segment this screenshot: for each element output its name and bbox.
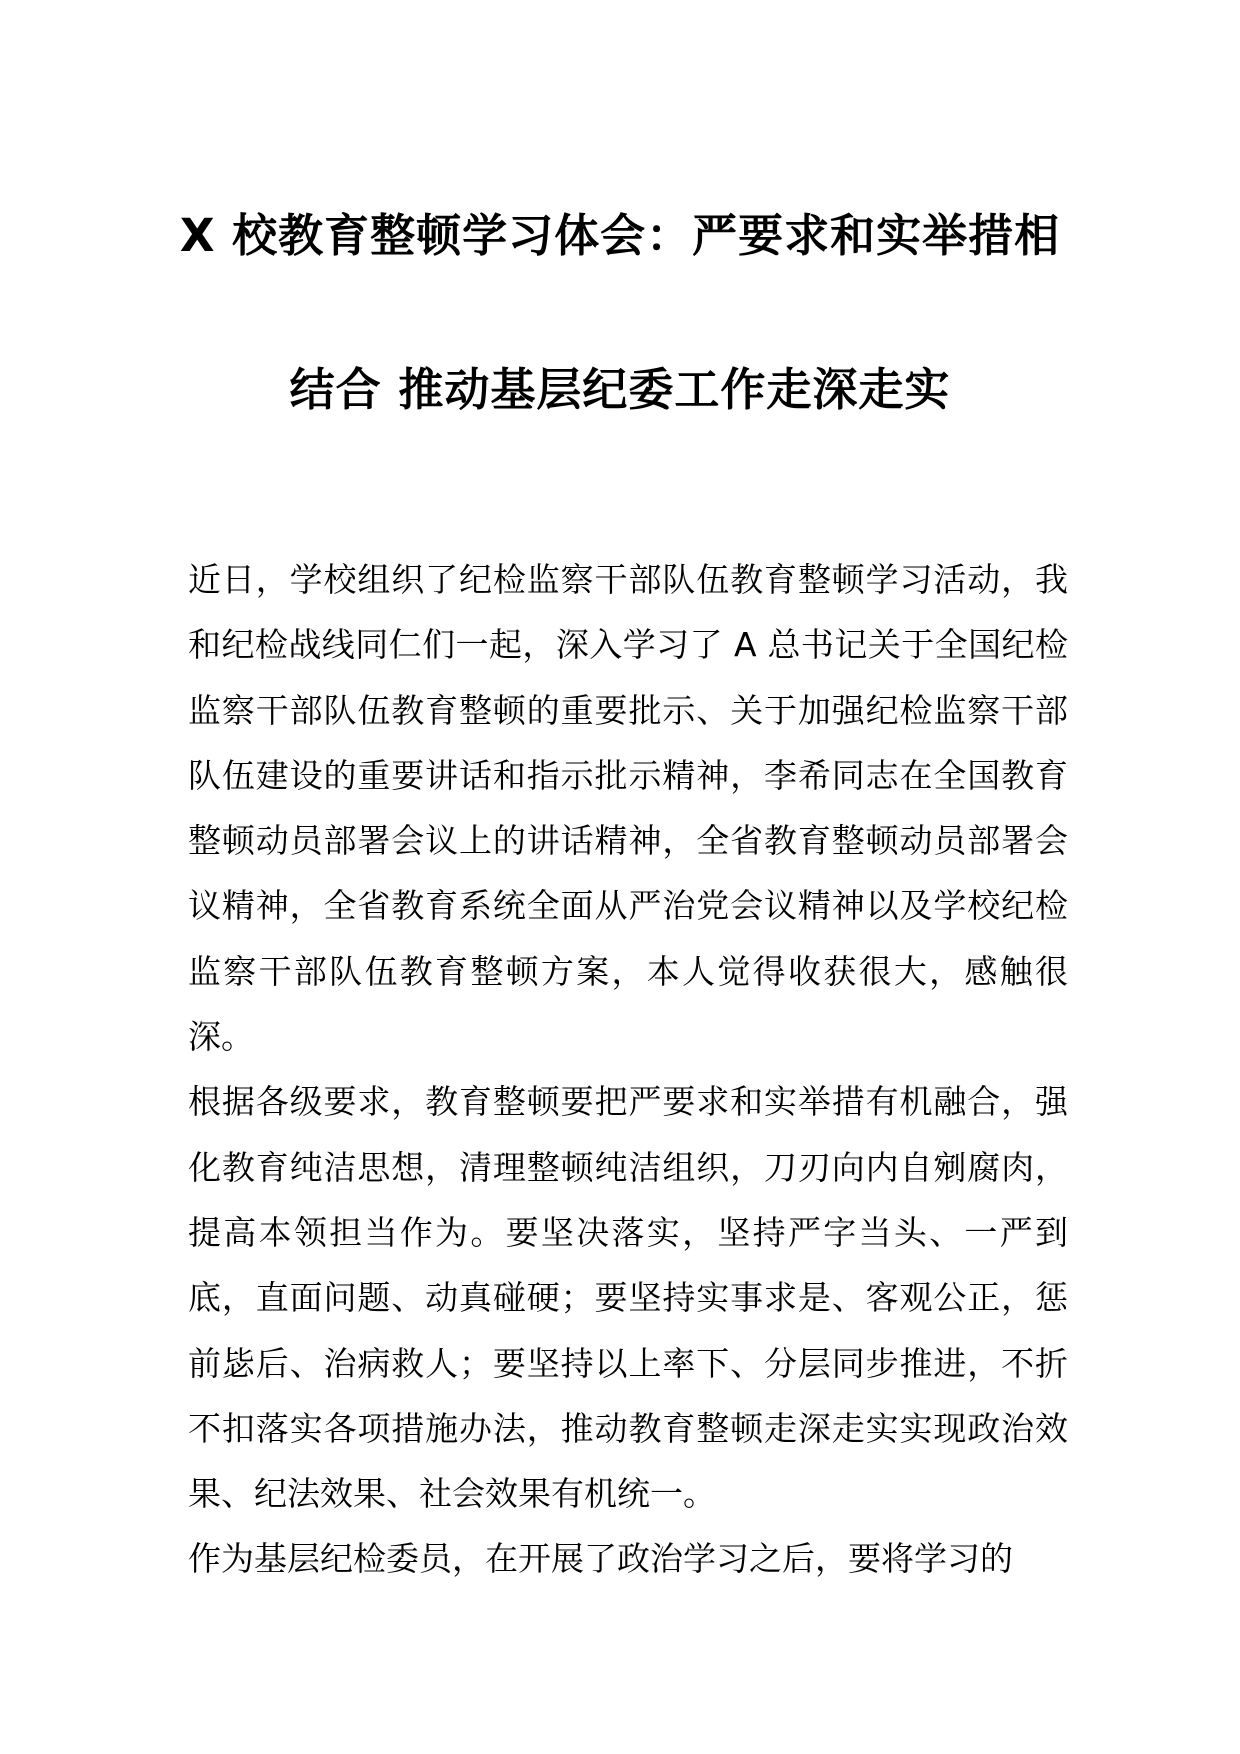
document-body [188,547,1068,1592]
document-title-line-1: X 校教育整顿学习体会：严要求和实举措相 [179,209,1061,262]
paragraph-3: 作为基层纪检委员，在开展了政治学习之后，要将学习的 [188,1539,1013,1579]
paragraph-1: 近日，学校组织了纪检监察干部队伍教育整顿学习活动，我和纪检战线同仁们一起，深入学习了 A 总书记关于全国纪检监察干部队伍教育整顿的重要批示、关于加强纪检监察干部队伍建设的重要讲话和指示批示精神，李希同志在全国教育整顿动员部署会议上的讲话精神，全省教育整顿动员部署会议精神，全省教育系统全面从严治党会议精神以及学校纪检监察干部队伍教育整顿方案，本人觉得收获很大，感触很深。 [188,560,1068,1057]
paragraph-2: 根据各级要求，教育整顿要把严要求和实举措有机融合，强化教育纯洁思想，清理整顿纯洁组织，刀刃向内自剜腐肉，提高本领担当作为。要坚决落实，坚持严字当头、一严到底，直面问题、动真碰硬；要坚持实事求是、客观公正，惩前毖后、治病救人；要坚持以上率下、分层同步推进，不折不扣落实各项措施办法，推动教育整顿走深走实实现政治效果、纪法效果、社会效果有机统一。 [188,1082,1068,1514]
document-title-line-2: 结合 推动基层纪委工作走深走实 [289,363,951,416]
